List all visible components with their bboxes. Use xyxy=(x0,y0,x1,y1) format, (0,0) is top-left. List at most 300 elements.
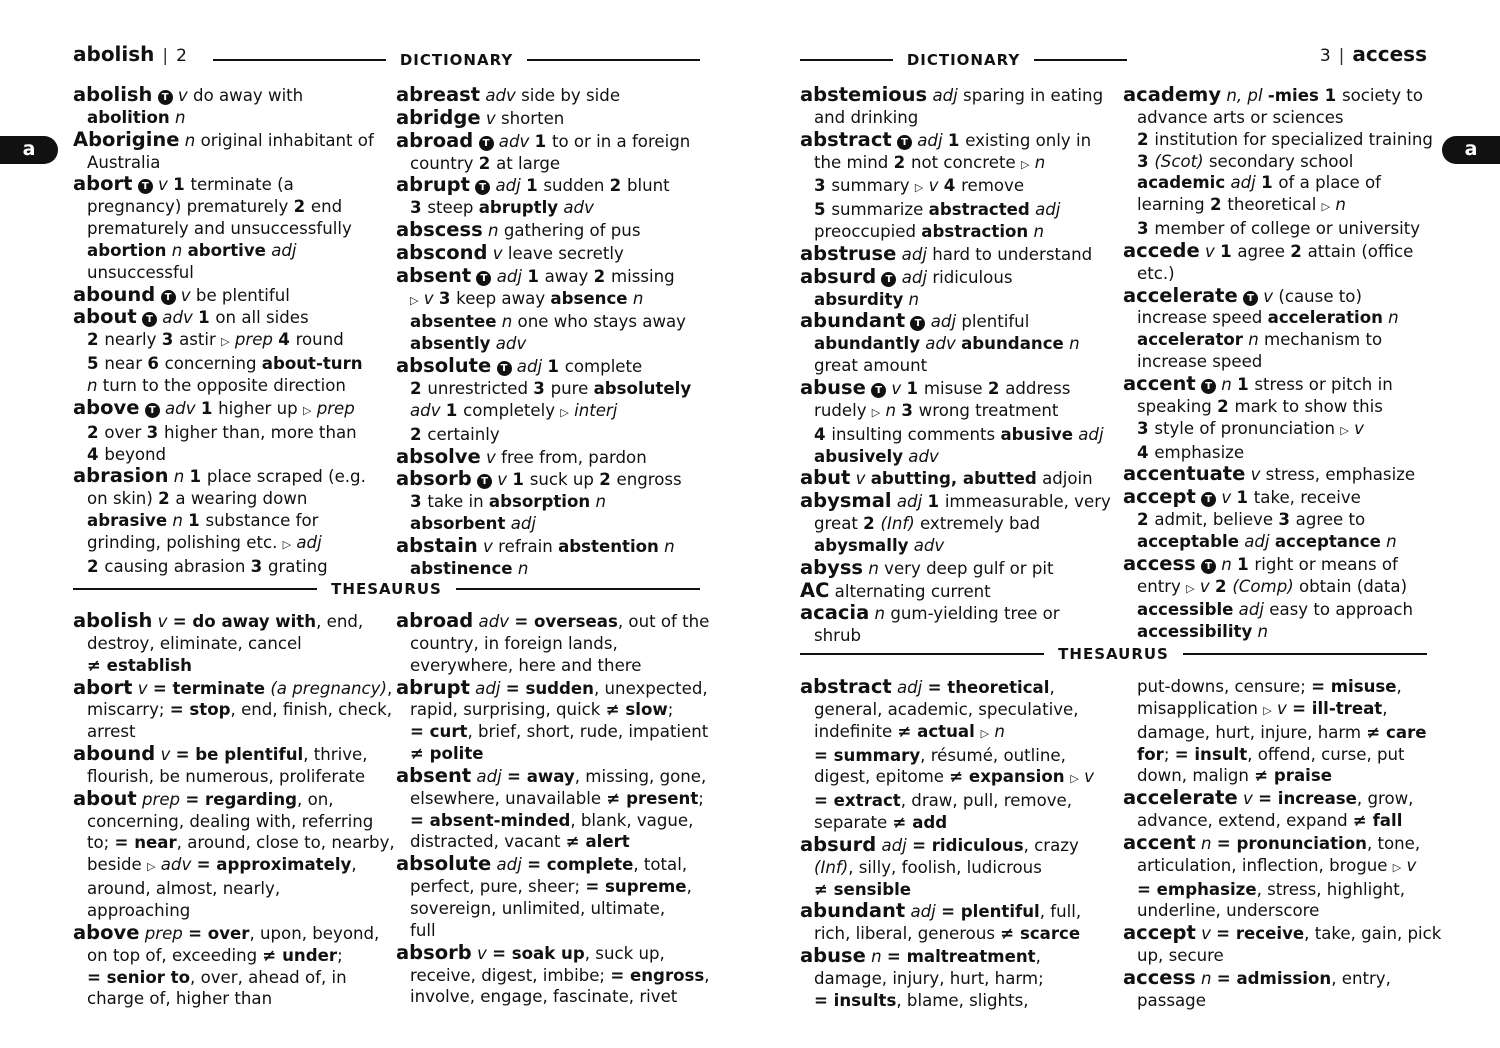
entry-line xyxy=(396,242,706,265)
headword: above xyxy=(73,920,140,944)
entry-line xyxy=(1123,285,1441,308)
antonym-icon: ≠ xyxy=(410,744,424,764)
definition-text: articulation, inflection, brogue xyxy=(1137,855,1393,875)
italic-label: adj xyxy=(291,532,322,552)
italic-label: n xyxy=(87,375,103,395)
definition-text: perfect, pure, sheer; xyxy=(410,877,586,897)
entry-continuation xyxy=(800,424,1118,446)
definition-text: concerning xyxy=(164,354,262,374)
entry-continuation xyxy=(1123,129,1441,151)
italic-label: v xyxy=(155,745,176,765)
part-of-speech-arrow-icon: ▷ xyxy=(980,726,990,740)
entry-line xyxy=(396,107,706,130)
bold-text: abortion xyxy=(87,240,167,260)
definition-text: existing only in xyxy=(965,130,1092,150)
bold-text: absorbent xyxy=(410,514,506,534)
entry-continuation xyxy=(396,491,706,513)
definition-text: attain (office xyxy=(1307,241,1414,261)
entry-continuation xyxy=(1123,329,1441,351)
entry-continuation xyxy=(73,900,393,922)
italic-label: adj xyxy=(505,514,537,534)
bold-text: 1 xyxy=(1236,488,1254,508)
definition-text: a wearing down xyxy=(175,489,308,509)
italic-label: adv xyxy=(473,612,515,631)
italic-label: adj xyxy=(905,902,942,922)
definition-text: summarize xyxy=(831,200,929,220)
bold-text: 1 xyxy=(906,378,924,398)
part-of-speech-arrow-icon: ▷ xyxy=(221,335,230,349)
entry-continuation xyxy=(73,444,393,466)
bold-text: sensible xyxy=(827,879,912,899)
entry-continuation xyxy=(73,152,393,174)
definition-text: ridiculous xyxy=(932,267,1013,287)
italic-label: n xyxy=(989,721,1005,741)
definition-text: , xyxy=(351,855,357,875)
definition-text: , full, xyxy=(1039,902,1082,922)
part-of-speech-arrow-icon: ▷ xyxy=(1186,581,1195,595)
thesaurus-badge-icon: T xyxy=(479,136,494,151)
entry-line xyxy=(800,834,1118,857)
entry-continuation xyxy=(73,329,393,353)
entry-line xyxy=(800,557,1118,580)
bold-text: = maltreatment xyxy=(886,947,1036,967)
bold-text: absorption xyxy=(488,492,591,512)
italic-label: n xyxy=(880,400,902,420)
headword: abort xyxy=(73,675,133,699)
italic-label: v xyxy=(152,175,174,195)
bold-text: 3 xyxy=(250,556,268,576)
page-number: 3 xyxy=(1319,46,1331,66)
bold-text: 2 xyxy=(893,152,911,172)
italic-label: prep xyxy=(136,789,186,809)
headword: abut xyxy=(800,466,851,490)
bold-text: 3 xyxy=(146,422,164,442)
headword: abscond xyxy=(396,240,488,264)
headword: abstain xyxy=(396,533,478,557)
bold-text: 2 xyxy=(158,489,176,509)
italic-label: v xyxy=(1216,488,1237,508)
definition-text: address xyxy=(1005,378,1071,398)
italic-label: n xyxy=(1252,622,1269,642)
entry-line xyxy=(396,130,706,153)
italic-label: adv xyxy=(157,308,199,328)
bold-text: 1 xyxy=(198,308,216,328)
definition-text: ; xyxy=(337,945,343,965)
bold-text: abruptly xyxy=(478,198,559,218)
bold-text: 3 xyxy=(161,330,180,350)
definition-text: terminate (a xyxy=(190,175,294,195)
entry-continuation xyxy=(800,175,1118,199)
definition-text: prematurely and unsuccessfully xyxy=(87,219,352,239)
definition-text: engross xyxy=(616,470,682,490)
thumb-index-tab-left[interactable]: a xyxy=(0,136,58,164)
headword: absent xyxy=(396,763,472,787)
definition-text: shorten xyxy=(500,108,565,128)
bold-text: = over xyxy=(188,923,250,943)
bold-text: absently xyxy=(410,334,491,354)
definition-text: free from, pardon xyxy=(501,447,647,467)
definition-text: higher up xyxy=(218,398,303,418)
thesaurus-badge-icon: T xyxy=(145,403,160,418)
definition-text: blunt xyxy=(626,176,670,196)
bold-text: under xyxy=(276,945,338,965)
bold-text: 2 xyxy=(87,422,105,442)
headword: abyss xyxy=(800,555,864,579)
italic-label: v xyxy=(152,612,173,631)
entry-line xyxy=(1123,922,1441,945)
bold-text: 2 xyxy=(1137,129,1155,149)
bold-text: 2 xyxy=(593,266,611,286)
definition-text: do away with xyxy=(193,86,304,105)
entry-continuation xyxy=(800,355,1118,377)
entry-continuation xyxy=(73,854,393,878)
entry-continuation xyxy=(396,513,706,535)
bold-text: academic xyxy=(1137,173,1226,193)
entry-line xyxy=(800,243,1118,266)
italic-label: adv xyxy=(159,398,201,418)
bold-text: abundantly xyxy=(814,334,921,354)
entry-continuation xyxy=(800,990,1118,1012)
entry-continuation xyxy=(800,446,1118,468)
entry-line xyxy=(1123,373,1441,396)
definition-text: arrest xyxy=(87,722,136,742)
thesaurus-badge-icon: T xyxy=(871,383,886,398)
separator: | xyxy=(162,46,169,66)
running-headword: abolish xyxy=(73,42,155,66)
entry-continuation xyxy=(1123,722,1441,744)
italic-label: v xyxy=(1199,241,1221,261)
bold-text: abolition xyxy=(87,107,170,127)
bold-text: alert xyxy=(579,832,630,852)
bold-text: = regarding xyxy=(185,789,298,809)
italic-label: n xyxy=(1028,222,1045,242)
bold-text: absence xyxy=(550,288,628,308)
bold-text: for xyxy=(1137,744,1164,764)
definition-text: , offend, curse, put xyxy=(1247,744,1405,764)
bold-text: acceptable xyxy=(1137,531,1239,551)
definition-text: on skin) xyxy=(87,489,159,509)
italic-label: v xyxy=(172,86,194,105)
entry-continuation xyxy=(1123,576,1441,600)
definition-text: up, secure xyxy=(1137,946,1224,966)
italic-label: v xyxy=(850,469,871,489)
headword: above xyxy=(73,395,140,419)
entry-line xyxy=(396,609,710,633)
entry-continuation xyxy=(1123,990,1441,1012)
antonym-icon: ≠ xyxy=(892,813,907,833)
bold-text: 4 xyxy=(87,444,105,464)
bold-text: 1 xyxy=(927,492,945,512)
definition-text: down, malign xyxy=(1137,766,1255,786)
entry-continuation xyxy=(1123,442,1441,464)
bold-text: 2 xyxy=(410,424,428,444)
entry-continuation xyxy=(800,766,1118,790)
bold-text: 2 xyxy=(1137,510,1155,530)
bold-text: 2 xyxy=(293,197,311,217)
definition-text: , draw, pull, remove, xyxy=(900,791,1073,811)
definition-text: , around, close to, nearby, xyxy=(176,833,395,853)
bold-text: abusive xyxy=(1000,424,1073,444)
headword: accept xyxy=(1123,921,1196,945)
definition-text: steep xyxy=(427,198,479,218)
bold-text: 1 xyxy=(1324,86,1342,105)
headword: accede xyxy=(1123,238,1200,262)
italic-label: (Inf) xyxy=(880,514,915,534)
italic-label: adj xyxy=(265,240,297,260)
definition-text: , end, xyxy=(316,612,364,631)
definition-text: , upon, beyond, xyxy=(249,923,380,943)
bold-text: 2 xyxy=(609,176,627,196)
bold-text: absolutely xyxy=(593,378,692,398)
bold-text: 1 xyxy=(1261,173,1279,193)
definition-text: , unexpected, xyxy=(593,678,708,698)
italic-label: n xyxy=(169,107,186,127)
bold-text: = misuse xyxy=(1311,677,1397,696)
definition-text: gathering of pus xyxy=(503,221,641,241)
thesaurus-badge-icon: T xyxy=(142,312,157,327)
bold-text: = ill-treat xyxy=(1292,698,1383,718)
italic-label: (Scot) xyxy=(1154,151,1204,171)
bold-text: 1 xyxy=(200,398,219,418)
bold-text: accessible xyxy=(1137,600,1234,620)
italic-label: adj xyxy=(1225,173,1262,193)
definition-text: , xyxy=(1049,678,1055,697)
headword: academy xyxy=(1123,83,1222,106)
entry-continuation xyxy=(1123,194,1441,218)
thesaurus-label: THESAURUS xyxy=(1058,645,1169,663)
entry-line xyxy=(1123,553,1441,576)
italic-label: adj xyxy=(876,835,913,855)
definition-text: , xyxy=(1396,677,1402,696)
bold-text: 3 xyxy=(1278,510,1296,530)
bold-text: 3 xyxy=(410,198,428,218)
definition-text: misuse xyxy=(923,378,988,398)
definition-text: member of college or university xyxy=(1154,219,1421,239)
definition-text: theoretical xyxy=(1227,195,1322,215)
bold-text: 2 xyxy=(1290,241,1308,261)
definition-text: , grow, xyxy=(1356,789,1414,809)
headword: AC xyxy=(800,578,830,602)
italic-label: adj xyxy=(471,766,508,786)
italic-label: v xyxy=(1271,698,1293,718)
definition-text: leave secretly xyxy=(507,243,624,263)
definition-text: stress or pitch in xyxy=(1254,374,1393,394)
entry-line xyxy=(73,788,393,811)
bold-text: 6 xyxy=(147,354,165,374)
entry-line xyxy=(396,174,706,197)
headword: abolish xyxy=(73,83,153,106)
definition-text: , end, finish, check, xyxy=(230,700,393,720)
italic-label: prep xyxy=(139,923,189,943)
definition-text: secondary school xyxy=(1203,151,1354,171)
entry-continuation xyxy=(396,898,706,920)
thesaurus-badge-icon: T xyxy=(161,290,176,305)
bold-text: present xyxy=(620,788,699,808)
italic-label: adj xyxy=(891,678,928,697)
entry-continuation xyxy=(396,788,706,810)
bold-text: 1 xyxy=(527,266,545,286)
dictionary-column-1 xyxy=(73,84,393,578)
thesaurus-column-4 xyxy=(1123,676,1441,1012)
bold-text: 3 xyxy=(901,400,919,420)
thesaurus-badge-icon: T xyxy=(138,179,153,194)
italic-label: adj xyxy=(896,267,933,287)
bold-text: 2 xyxy=(87,330,105,350)
definition-text: obtain (data) xyxy=(1293,576,1408,596)
antonym-icon: ≠ xyxy=(1000,924,1015,944)
italic-label: n xyxy=(627,288,644,308)
bold-text: = complete xyxy=(527,855,634,875)
entry-continuation xyxy=(1123,855,1441,879)
definition-text: around, almost, nearly, xyxy=(87,879,281,899)
italic-label: v xyxy=(1194,576,1215,596)
part-of-speech-arrow-icon: ▷ xyxy=(1321,200,1331,214)
headword: abrasion xyxy=(73,464,169,488)
entry-continuation xyxy=(396,721,709,743)
bold-text: 1 xyxy=(534,131,552,151)
thesaurus-badge-icon: T xyxy=(1201,379,1216,394)
part-of-speech-arrow-icon: ▷ xyxy=(1263,703,1272,717)
thesaurus-column-3 xyxy=(800,676,1118,1012)
bold-text: = senior to xyxy=(87,967,191,987)
definition-text: speaking xyxy=(1137,396,1218,416)
bold-text: 5 xyxy=(814,200,832,220)
part-of-speech-arrow-icon: ▷ xyxy=(560,405,569,419)
entry-continuation xyxy=(1123,698,1441,722)
italic-label: v xyxy=(480,447,502,467)
headword: abuse xyxy=(800,375,866,399)
definition-text: away xyxy=(544,266,594,286)
definition-text: nearly xyxy=(104,330,162,350)
italic-label: n xyxy=(863,558,885,578)
bold-text: slow xyxy=(619,700,668,720)
italic-label: v xyxy=(1258,286,1279,306)
bold-text: 4 xyxy=(814,424,832,444)
definition-text: separate xyxy=(814,813,893,833)
entry-continuation xyxy=(1123,945,1441,967)
entry-line xyxy=(800,580,1118,603)
definition-text: astir xyxy=(179,330,222,350)
definition-text: entry xyxy=(1137,576,1187,596)
entry-line xyxy=(396,853,706,876)
entry-continuation xyxy=(1123,418,1441,442)
italic-label: v xyxy=(480,108,501,128)
headword: absurd xyxy=(800,264,877,288)
definition-text: gum-yielding tree or xyxy=(890,604,1060,624)
headword: abuse xyxy=(800,944,866,968)
definition-text: passage xyxy=(1137,990,1206,1010)
page-number: 2 xyxy=(176,46,187,66)
definition-text: side by side xyxy=(521,86,621,105)
entry-continuation xyxy=(1123,351,1441,373)
definition-text: damage, injury, hurt, harm; xyxy=(814,968,1044,988)
bold-text: care xyxy=(1380,722,1427,742)
definition-text: (cause to) xyxy=(1278,286,1362,306)
definition-text: at large xyxy=(496,153,561,173)
definition-text: be plentiful xyxy=(195,285,290,305)
thesaurus-badge-icon: T xyxy=(881,272,896,287)
bold-text: abysmally xyxy=(814,535,909,555)
headword: absolve xyxy=(396,444,481,468)
bold-text: 1 xyxy=(947,130,966,150)
definition-text: rudely xyxy=(814,400,872,420)
entry-continuation xyxy=(396,743,706,765)
headword: abort xyxy=(73,172,133,196)
entry-continuation xyxy=(396,197,706,219)
bold-text: 2 xyxy=(1215,576,1233,596)
entry-continuation xyxy=(1123,744,1441,766)
italic-label: adj xyxy=(490,176,527,196)
thesaurus-badge-icon: T xyxy=(1243,291,1258,306)
entry-continuation xyxy=(1123,599,1441,621)
bold-text: = near xyxy=(114,833,177,853)
entry-continuation xyxy=(1123,676,1441,698)
bold-text: 1 xyxy=(189,467,207,487)
headword: absurd xyxy=(800,832,877,856)
italic-label: n xyxy=(1330,195,1346,215)
entry-continuation xyxy=(73,488,393,510)
bold-text: = insults xyxy=(814,990,897,1010)
entry-continuation xyxy=(73,107,393,129)
definition-text: on top of, exceeding xyxy=(87,945,263,965)
thesaurus-heading-left xyxy=(73,580,700,598)
entry-continuation xyxy=(1123,107,1441,129)
entry-continuation xyxy=(73,633,393,655)
entry-continuation xyxy=(73,811,393,833)
definition-text: round xyxy=(295,330,344,350)
entry-continuation xyxy=(800,221,1118,243)
thumb-index-tab-right[interactable]: a xyxy=(1442,136,1500,164)
italic-label: v xyxy=(886,378,907,398)
headword: abridge xyxy=(396,105,481,129)
bold-text: 4 xyxy=(943,176,962,196)
definition-text: wrong treatment xyxy=(918,400,1059,420)
thesaurus-badge-icon: T xyxy=(158,90,173,105)
thesaurus-badge-icon: T xyxy=(475,180,490,195)
headword: abroad xyxy=(396,609,474,632)
definition-text: to; xyxy=(87,833,115,853)
definition-text: shrub xyxy=(814,626,862,646)
italic-label: v xyxy=(175,285,196,305)
definition-text: higher than, more than xyxy=(163,422,357,442)
bold-text: 2 xyxy=(1217,396,1235,416)
thesaurus-label: THESAURUS xyxy=(331,580,442,598)
entry-continuation xyxy=(396,699,706,721)
entry-line xyxy=(800,900,1118,923)
dictionary-label: DICTIONARY xyxy=(399,51,514,69)
bold-text: 2 xyxy=(599,470,617,490)
entry-line xyxy=(73,129,393,152)
bold-text: actual xyxy=(911,721,981,741)
italic-label: adj xyxy=(891,492,928,512)
italic-label: adj xyxy=(1233,600,1270,620)
italic-label: adv xyxy=(480,86,522,105)
headword: abound xyxy=(73,742,156,766)
definition-text: near xyxy=(104,354,148,374)
bold-text: = absent-minded xyxy=(410,810,571,830)
bold-text: 3 xyxy=(1137,151,1155,171)
thesaurus-badge-icon: T xyxy=(476,271,491,286)
headword: about xyxy=(73,305,137,329)
definition-text: immeasurable, very xyxy=(944,492,1111,512)
italic-label: adj xyxy=(1072,424,1104,444)
definition-text: of a place of xyxy=(1278,173,1382,193)
entry-line xyxy=(396,265,706,288)
thesaurus-badge-icon: T xyxy=(897,135,912,150)
headword: abundant xyxy=(800,309,906,333)
headword: abstract xyxy=(800,675,892,698)
headword: absolute xyxy=(396,354,492,378)
